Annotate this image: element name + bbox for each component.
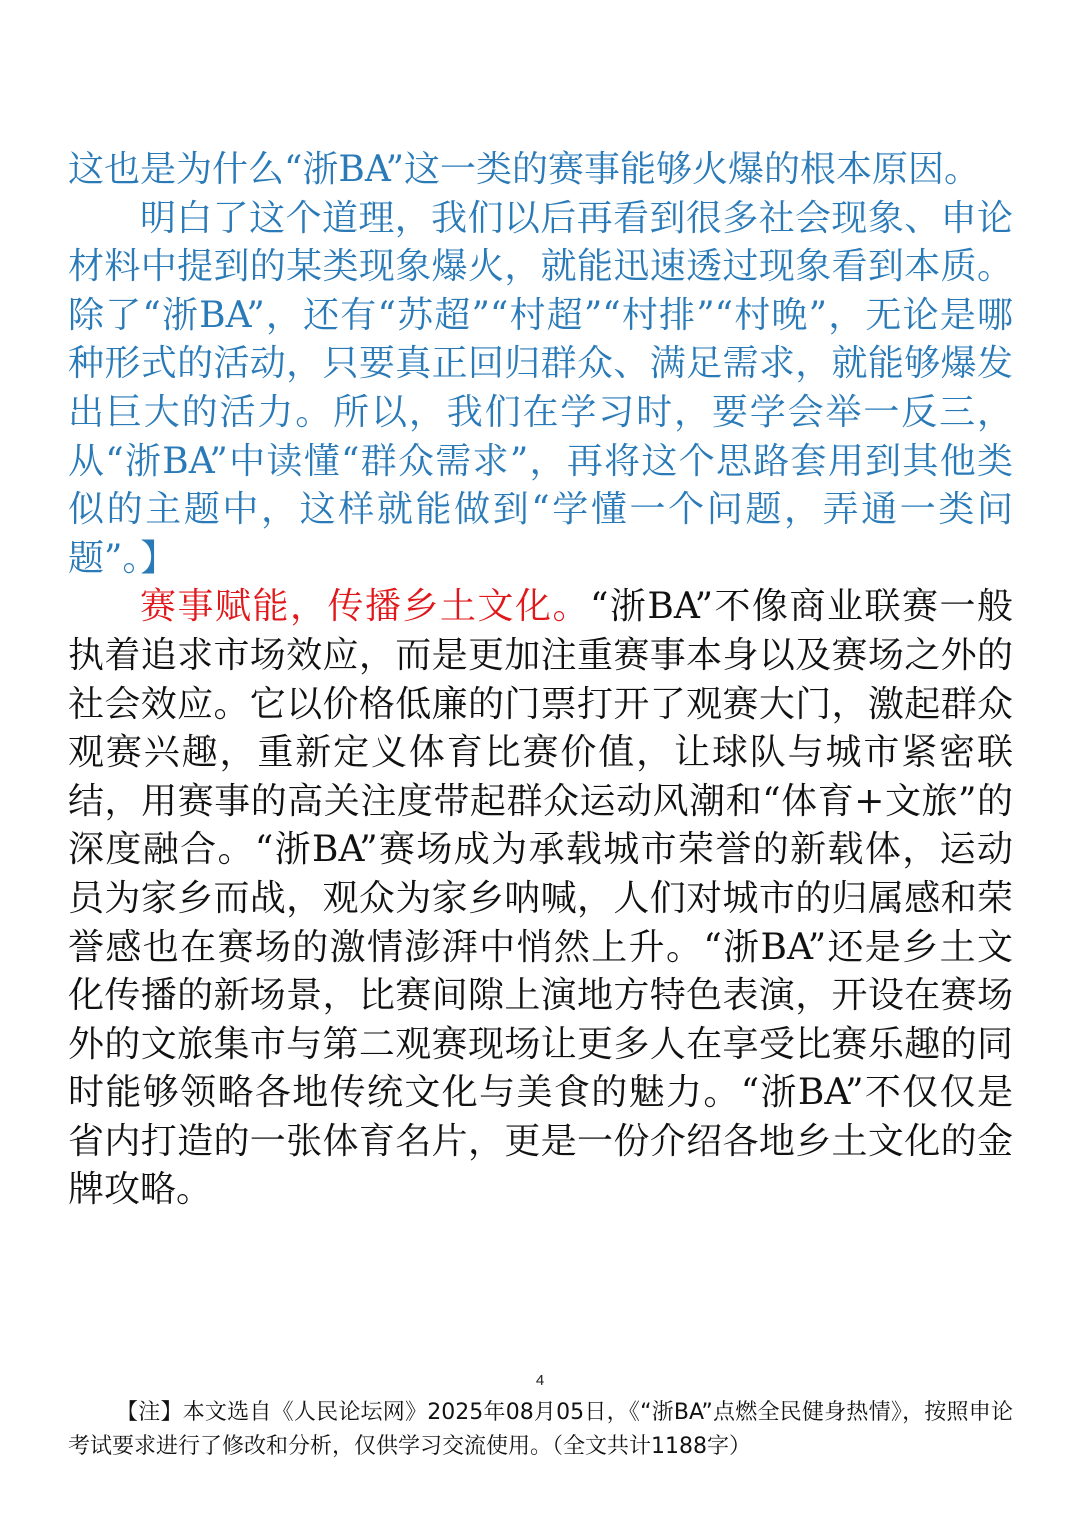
analysis-paragraph-conclusion: 这也是为什么“浙BA”这一类的赛事能够火爆的根本原因。 [68,149,980,190]
section-heading: 赛事赋能，传播乡土文化。 [140,586,591,628]
article-paragraph-culture [68,583,1013,1215]
analysis-paragraph-method: 明白了这个道理，我们以后再看到很多社会现象、申论材料中提到的某类现象爆火，就能迅速透过现象看到本质。除了“浙BA”，还有“苏超”“村超”“村排”“村晚”，无论是哪种形式的活动，只要真正回归群众、满足需求，就能够爆发出巨大的活力。所以，我们在学习时，要学会举一反三，从“浙BA”中读懂“群众需求”，再将这个思路套用到其他类似的主题中，这样就能做到“学懂一个问题，弄通一类问题”。】 [68,197,1013,579]
page-number: 4 [535,1372,545,1389]
section-body: “浙BA”不像商业联赛一般执着追求市场效应，而是更加注重赛事本身以及赛场之外的社会效应。它以价格低廉的门票打开了观赛大门，激起群众观赛兴趣，重新定义体育比赛价值，让球队与城市紧密联结，用赛事的高关注度带起群众运动风潮和“体育+文旅”的深度融合。“浙BA”赛场成为承载城市荣誉的新载体，运动员为家乡而战，观众为家乡呐喊，人们对城市的归属感和荣誉感也在赛场的激情澎湃中悄然上升。“浙BA”还是乡土文化传播的新场景，比赛间隙上演地方特色表演，开设在赛场外的文旅集市与第二观赛现场让更多人在享受比赛乐趣的同时能够领略各地传统文化与美食的魅力。“浙BA”不仅仅是省内打造的一张体育名片，更是一份介绍各地乡土文化的金牌攻略。 [68,586,1013,1211]
source-note: 【注】本文选自《人民论坛网》2025年08月05日，《“浙BA”点燃全民健身热情》，按照申论考试要求进行了修改和分析，仅供学习交流使用。（全文共计1188字） [68,1400,1013,1459]
article-body [68,146,1013,1215]
